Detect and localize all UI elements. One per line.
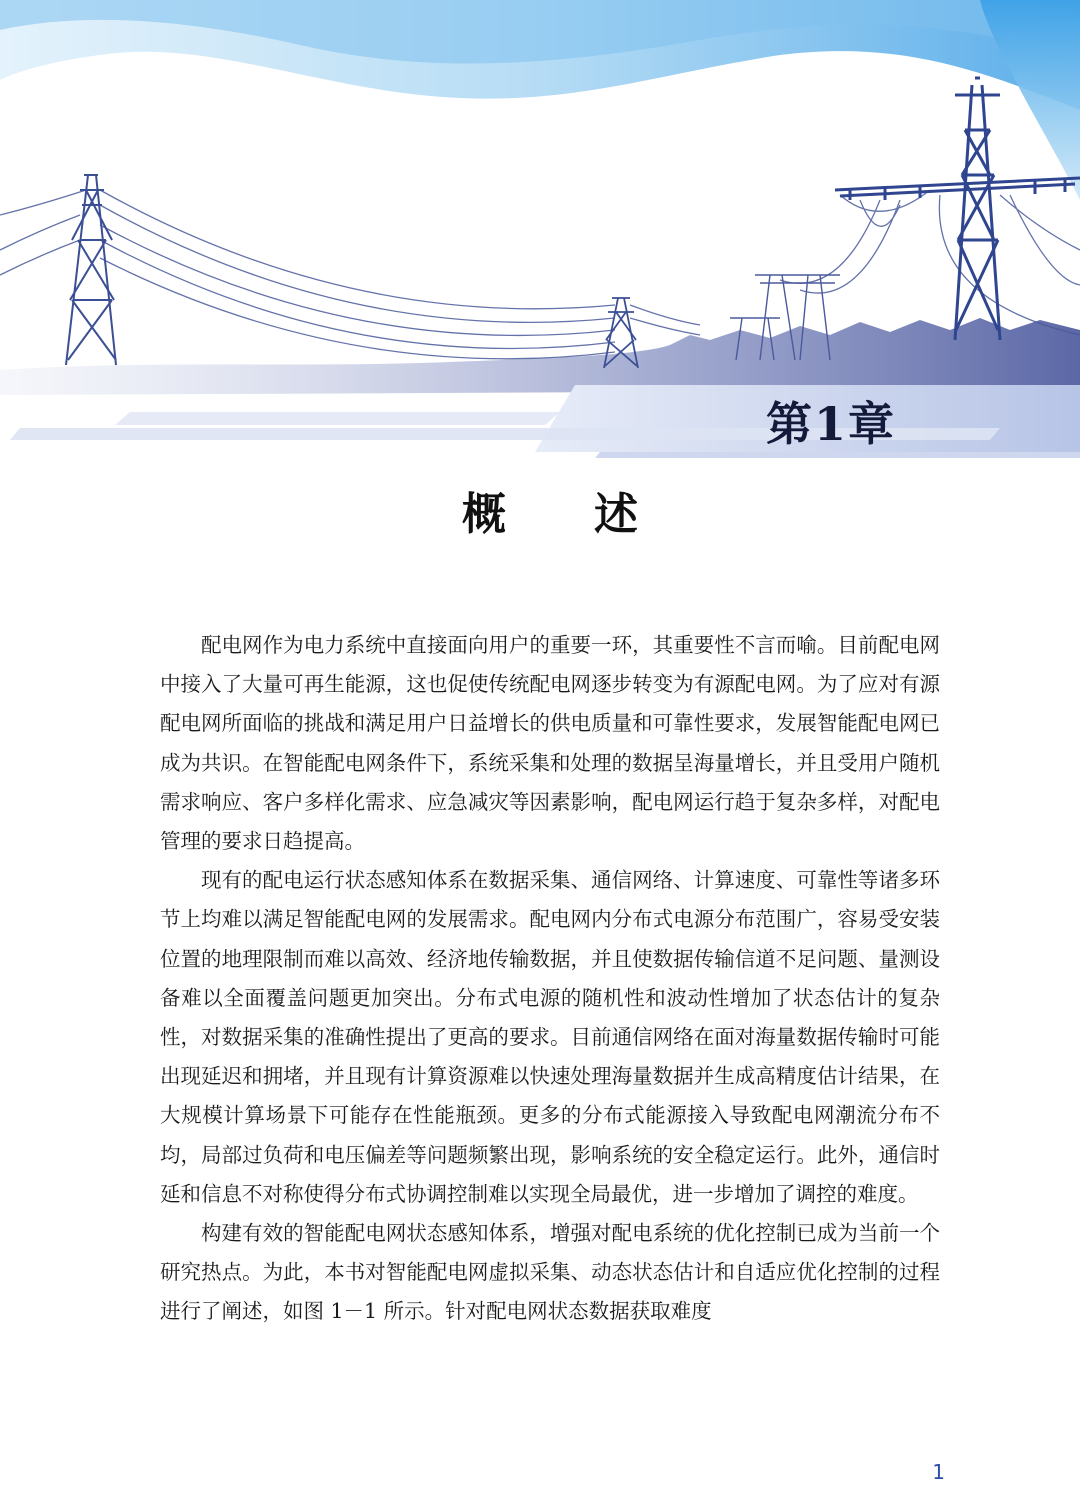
paragraph: 构建有效的智能配电网状态感知体系，增强对配电系统的优化控制已成为当前一个研究热点。为此，本书对智能配电网虚拟采集、动态状态估计和自适应优化控制的过程进行了阐述，如图 1－1 所示。针对配电网状态数据获取难度 [160, 1221, 940, 1324]
chapter-number: 第1章 [766, 397, 897, 451]
body-text [160, 626, 940, 1332]
sky-wave [0, 0, 1080, 200]
treeline [0, 318, 1080, 395]
left-tower-icon [66, 175, 116, 365]
page-number: 1 [932, 1460, 945, 1484]
chapter-title: 概 述 [462, 489, 638, 540]
paragraph: 现有的配电运行状态感知体系在数据采集、通信网络、计算速度、可靠性等诸多环节上均难以满足智能配电网的发展需求。配电网内分布式电源分布范围广，容易受安装位置的地理限制而难以高效、经济地传输数据，并且使数据传输信道不足问题、量测设备难以全面覆盖问题更加突出。分布式电源的随机性和波动性增加了状态估计的复杂性，对数据采集的准确性提出了更高的要求。目前通信网络在面对海量数据传输时可能出现延迟和拥堵，并且现有计算资源难以快速处理海量数据并生成高精度估计结果，在大规模计算场景下可能存在性能瓶颈。更多的分布式能源接入导致配电网潮流分布不均，局部过负荷和电压偏差等问题频繁出现，影响系统的安全稳定运行。此外，通信时延和信息不对称使得分布式协调控制难以实现全局最优，进一步增加了调控的难度。 [160, 868, 940, 1206]
paragraph: 配电网作为电力系统中直接面向用户的重要一环，其重要性不言而喻。目前配电网中接入了大量可再生能源，这也促使传统配电网逐步转变为有源配电网。为了应对有源配电网所面临的挑战和满足用户日益增长的供电质量和可靠性要求，发展智能配电网已成为共识。在智能配电网条件下，系统采集和处理的数据呈海量增长，并且受用户随机需求响应、客户多样化需求、应急减灾等因素影响，配电网运行趋于复杂多样，对配电管理的要求日趋提高。 [160, 633, 940, 854]
